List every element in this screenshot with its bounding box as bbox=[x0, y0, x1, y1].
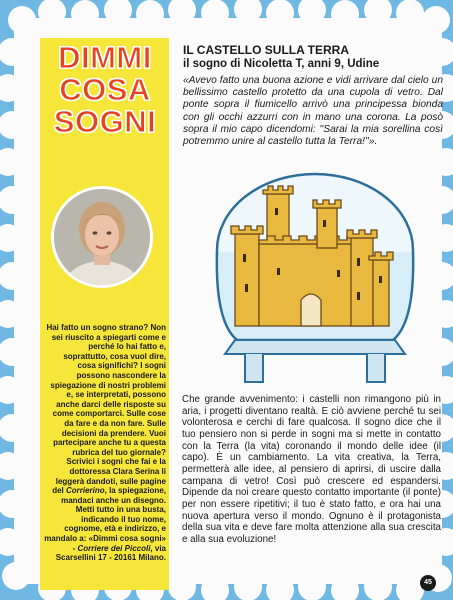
instructions-text-1: Hai fatto un sogno strano? Non sei riuscito a spiegarti come e perché lo hai fatto e, soprattutto, cosa vuol dire, cosa significhi? I sogni possono nascondere la spiegazione di nostri problemi e, se interpretati, possono anche darci delle risposte su come comportarci. Sulle cose da fare e da non fare. Sulle decisioni da prendere. Vuoi partecipare anche tu a questa rubrica del tuo giornale? Scrivici i sogni che fai e la dottoressa Clara Serina li leggerà dandoti, sulle pagine del bbox=[46, 323, 166, 496]
column-title bbox=[42, 42, 168, 138]
instructions-italic-2: Corriere dei Piccoli bbox=[77, 543, 151, 553]
headline-title: IL CASTELLO SULLA TERRA bbox=[183, 43, 349, 57]
instructions-text-3: , via Scarsellini 17 - 20161 Milano. bbox=[55, 543, 166, 563]
title-line-1: DIMMI bbox=[58, 40, 152, 75]
instructions-text-2: , la spiegazione, mandaci anche un disegno. Metti tutto in una busta, indicando il tuo nome, cognome, età e indirizzo, e mandalo a: «Dimmi cosa sogni» - bbox=[44, 486, 166, 553]
dream-interpretation: Che grande avvenimento: i castelli non rimangono più in aria, i progetti diventano realtà. E ciò avviene perché tu sei volonterosa e cerchi di fare qualcosa. Il sogno dice che il tuo pensiero non si perde in sogni ma si mette in contatto con la Terra (la vita) coronando il mondo delle idee (il capo). È un cambiamento. La vita creativa, la Terra, permetterà alle idee, al pensiero di aprirsi, di uscire dalla campana di vetro! Così può crescere ed espandersi. Dipende da noi creare questo contatto importante (il ponte) per non essere ripetitivi; il tuo è stato fatto, e ora hai una nuova apertura verso il mondo. Ognuno è il protagonista della sua vita e deve fare molta attenzione alla sua crescita e alla sua evoluzione! bbox=[182, 394, 441, 545]
page-number: 45 bbox=[420, 575, 436, 591]
title-line-2: COSA bbox=[59, 72, 151, 107]
article-headline bbox=[183, 43, 443, 71]
castle-in-dome-illustration bbox=[205, 172, 425, 387]
instructions-italic-1: Corrierino bbox=[65, 486, 105, 496]
dream-quote: «Avevo fatto una buona azione e vidi arrivare dal cielo un bellissimo castello protetto da una cupola di vetro. Dal ponte sopra il fiumicello arrivò una principessa bionda con gli occhi azzurri con in mano una corona. La posò sopra il mio capo dicendomi: ''Sarai la mia sorellina così potremmo unire al castello tutta la Terra!''». bbox=[183, 75, 443, 148]
author-portrait-photo bbox=[51, 186, 153, 288]
headline-subtitle: il sogno di Nicoletta T, anni 9, Udine bbox=[183, 58, 380, 70]
column-instructions bbox=[44, 323, 166, 563]
title-line-3: SOGNI bbox=[53, 104, 157, 139]
